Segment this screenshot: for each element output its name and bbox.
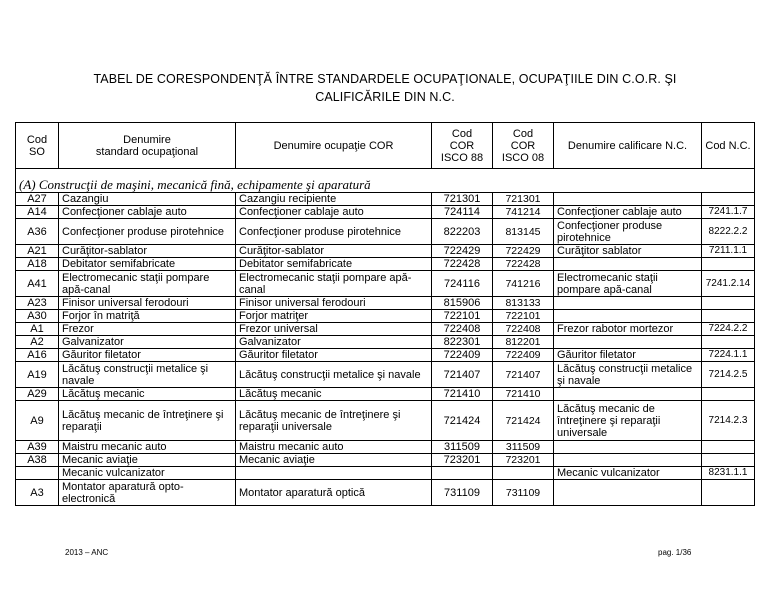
cell-standard: Mecanic vulcanizator (59, 467, 236, 480)
header-isco08-line2: COR (510, 139, 536, 152)
cell-nc: Electromecanic staţii pompare apă-canal (554, 271, 702, 297)
cell-cod-so: A21 (16, 245, 59, 258)
header-cod-isco08 (493, 123, 554, 169)
cell-cod-so: A9 (16, 401, 59, 441)
cell-cor: Debitator semifabricate (236, 258, 432, 271)
table-row (16, 401, 755, 441)
cell-cor (236, 467, 432, 480)
table-row (16, 258, 755, 271)
table-header-row (16, 123, 755, 169)
cell-standard: Debitator semifabricate (59, 258, 236, 271)
cell-standard: Curăţitor-sablator (59, 245, 236, 258)
cell-isco88: 815906 (432, 297, 493, 310)
cell-cod-nc: 7241.2.14 (702, 271, 755, 297)
title-line-1: TABEL DE CORESPONDENŢĂ ÎNTRE STANDARDELE OCUPAŢIONALE, OCUPAŢIILE DIN C.O.R. ŞI (93, 72, 677, 86)
table-row (16, 388, 755, 401)
cell-standard: Găuritor filetator (59, 349, 236, 362)
cell-isco08: 722429 (493, 245, 554, 258)
cell-cod-nc (702, 454, 755, 467)
cell-nc (554, 480, 702, 506)
table-body (16, 193, 755, 506)
header-isco88-line1: Cod (451, 127, 473, 140)
table-row (16, 245, 755, 258)
cell-isco08: 721410 (493, 388, 554, 401)
cell-cod-nc: 7241.1.7 (702, 206, 755, 219)
footer-left: 2013 – ANC (65, 548, 109, 557)
cell-isco88: 731109 (432, 480, 493, 506)
cell-cor: Lăcătuş mecanic de întreţinere şi reparaţii universale (236, 401, 432, 441)
cell-cor: Frezor universal (236, 323, 432, 336)
cell-cod-nc (702, 193, 755, 206)
cell-nc: Mecanic vulcanizator (554, 467, 702, 480)
cell-cod-nc: 8231.1.1 (702, 467, 755, 480)
cell-cod-nc: 7214.2.5 (702, 362, 755, 388)
cell-isco08 (493, 467, 554, 480)
cell-cor: Confecţioner produse pirotehnice (236, 219, 432, 245)
cell-cod-so: A39 (16, 441, 59, 454)
correspondence-table (15, 122, 755, 506)
cell-standard: Lăcătuş mecanic (59, 388, 236, 401)
cell-nc: Frezor rabotor mortezor (554, 323, 702, 336)
cell-isco08: 723201 (493, 454, 554, 467)
cell-isco88: 723201 (432, 454, 493, 467)
cell-nc: Confecţioner produse pirotehnice (554, 219, 702, 245)
cell-cod-nc (702, 310, 755, 323)
cell-isco88: 722408 (432, 323, 493, 336)
cell-cod-nc (702, 480, 755, 506)
cell-nc: Găuritor filetator (554, 349, 702, 362)
cell-cod-nc (702, 336, 755, 349)
cell-standard: Finisor universal ferodouri (59, 297, 236, 310)
cell-cod-nc (702, 441, 755, 454)
cell-nc (554, 258, 702, 271)
cell-cod-so: A41 (16, 271, 59, 297)
header-denumire-cor: Denumire ocupaţie COR (236, 123, 432, 169)
cell-standard: Cazangiu (59, 193, 236, 206)
table-row (16, 271, 755, 297)
cell-nc: Confecţioner cablaje auto (554, 206, 702, 219)
cell-cod-nc (702, 258, 755, 271)
cell-standard: Confecţioner produse pirotehnice (59, 219, 236, 245)
cell-isco88: 822203 (432, 219, 493, 245)
cell-cod-nc: 8222.2.2 (702, 219, 755, 245)
cell-isco88: 722409 (432, 349, 493, 362)
cell-cod-so: A29 (16, 388, 59, 401)
cell-cod-nc: 7224.2.2 (702, 323, 755, 336)
header-isco08-line1: Cod (512, 127, 534, 140)
cell-nc (554, 441, 702, 454)
cell-isco08: 813145 (493, 219, 554, 245)
cell-cod-so: A30 (16, 310, 59, 323)
table-row (16, 362, 755, 388)
table-row (16, 206, 755, 219)
footer-page-number: pag. 1/36 (658, 548, 692, 557)
cell-cor: Montator aparatură optică (236, 480, 432, 506)
section-title: (A) Construcţii de maşini, mecanică fină, echipamente şi aparatură (16, 169, 755, 193)
cell-cor: Mecanic aviaţie (236, 454, 432, 467)
cell-isco08: 741216 (493, 271, 554, 297)
cell-standard: Frezor (59, 323, 236, 336)
cell-isco08: 722101 (493, 310, 554, 323)
cell-isco08: 721407 (493, 362, 554, 388)
cell-cod-so: A36 (16, 219, 59, 245)
cell-cod-so: A16 (16, 349, 59, 362)
cell-isco88: 724114 (432, 206, 493, 219)
cell-isco88: 721407 (432, 362, 493, 388)
cell-nc (554, 310, 702, 323)
table-row (16, 441, 755, 454)
cell-isco88: 722428 (432, 258, 493, 271)
table-row (16, 349, 755, 362)
table-row (16, 336, 755, 349)
cell-standard: Electromecanic staţii pompare apă-canal (59, 271, 236, 297)
cell-isco88: 722101 (432, 310, 493, 323)
cell-isco08: 311509 (493, 441, 554, 454)
cell-isco88 (432, 467, 493, 480)
header-denumire-nc: Denumire calificare N.C. (554, 123, 702, 169)
cell-isco88: 722429 (432, 245, 493, 258)
cell-cod-nc: 7214.2.3 (702, 401, 755, 441)
cell-isco88: 822301 (432, 336, 493, 349)
cell-nc: Lăcătuş mecanic de întreţinere şi reparaţii universale (554, 401, 702, 441)
cell-isco08: 731109 (493, 480, 554, 506)
table-row (16, 454, 755, 467)
cell-standard: Montator aparatură opto-electronică (59, 480, 236, 506)
cell-isco08: 812201 (493, 336, 554, 349)
cell-standard: Mecanic aviaţie (59, 454, 236, 467)
cell-isco88: 721424 (432, 401, 493, 441)
cell-cor: Lăcătuş construcţii metalice şi navale (236, 362, 432, 388)
cell-cod-so: A3 (16, 480, 59, 506)
header-cod-so: Cod SO (16, 123, 59, 169)
cell-nc (554, 388, 702, 401)
cell-cor: Cazangiu recipiente (236, 193, 432, 206)
cell-isco08: 722408 (493, 323, 554, 336)
header-isco88-line3: ISCO 88 (440, 151, 484, 164)
cell-isco08: 722428 (493, 258, 554, 271)
cell-nc (554, 336, 702, 349)
cell-cod-so: A1 (16, 323, 59, 336)
header-isco88-line2: COR (449, 139, 475, 152)
cell-standard: Forjor în matriţă (59, 310, 236, 323)
cell-standard: Lăcătuş mecanic de întreţinere şi reparaţii (59, 401, 236, 441)
cell-cod-nc: 7211.1.1 (702, 245, 755, 258)
header-cod-nc: Cod N.C. (702, 123, 755, 169)
cell-isco08: 722409 (493, 349, 554, 362)
cell-cod-so: A19 (16, 362, 59, 388)
cell-cod-so: A27 (16, 193, 59, 206)
table-row (16, 310, 755, 323)
cell-cor: Electromecanic staţii pompare apă-canal (236, 271, 432, 297)
table-row (16, 297, 755, 310)
cell-isco88: 724116 (432, 271, 493, 297)
cell-nc (554, 454, 702, 467)
header-isco08-line3: ISCO 08 (501, 151, 545, 164)
cell-cor: Finisor universal ferodouri (236, 297, 432, 310)
cell-cod-nc: 7224.1.1 (702, 349, 755, 362)
cell-cod-so: A18 (16, 258, 59, 271)
cell-cor: Confecţioner cablaje auto (236, 206, 432, 219)
cell-cod-so: A38 (16, 454, 59, 467)
cell-nc (554, 193, 702, 206)
cell-cod-so: A14 (16, 206, 59, 219)
cell-standard: Lăcătuş construcţii metalice şi navale (59, 362, 236, 388)
cell-nc: Curăţitor sablator (554, 245, 702, 258)
cell-isco08: 813133 (493, 297, 554, 310)
cell-isco88: 311509 (432, 441, 493, 454)
cell-cor: Forjor matriţer (236, 310, 432, 323)
cell-cor: Lăcătuş mecanic (236, 388, 432, 401)
cell-isco88: 721301 (432, 193, 493, 206)
cell-cor: Galvanizator (236, 336, 432, 349)
table-row (16, 193, 755, 206)
cell-isco08: 741214 (493, 206, 554, 219)
cell-isco88: 721410 (432, 388, 493, 401)
cell-standard: Maistru mecanic auto (59, 441, 236, 454)
cell-standard: Galvanizator (59, 336, 236, 349)
cell-cod-nc (702, 388, 755, 401)
header-denumire-so (59, 123, 236, 169)
table-row (16, 467, 755, 480)
cell-nc: Lăcătuş construcţii metalice şi navale (554, 362, 702, 388)
cell-isco08: 721301 (493, 193, 554, 206)
table-row (16, 480, 755, 506)
cell-nc (554, 297, 702, 310)
header-denumire-so-line1: Denumire (123, 133, 171, 146)
title-line-2: CALIFICĂRILE DIN N.C. (315, 90, 455, 104)
cell-cor: Găuritor filetator (236, 349, 432, 362)
table-row (16, 323, 755, 336)
cell-cor: Maistru mecanic auto (236, 441, 432, 454)
cell-standard: Confecţioner cablaje auto (59, 206, 236, 219)
table-row (16, 219, 755, 245)
cell-isco08: 721424 (493, 401, 554, 441)
section-row (16, 169, 755, 193)
cell-cod-so (16, 467, 59, 480)
cell-cod-so: A2 (16, 336, 59, 349)
cell-cod-so: A23 (16, 297, 59, 310)
header-cod-isco88 (432, 123, 493, 169)
header-denumire-so-line2: standard ocupaţional (95, 145, 199, 158)
cell-cod-nc (702, 297, 755, 310)
cell-cor: Curăţitor-sablator (236, 245, 432, 258)
document-title (60, 70, 710, 106)
